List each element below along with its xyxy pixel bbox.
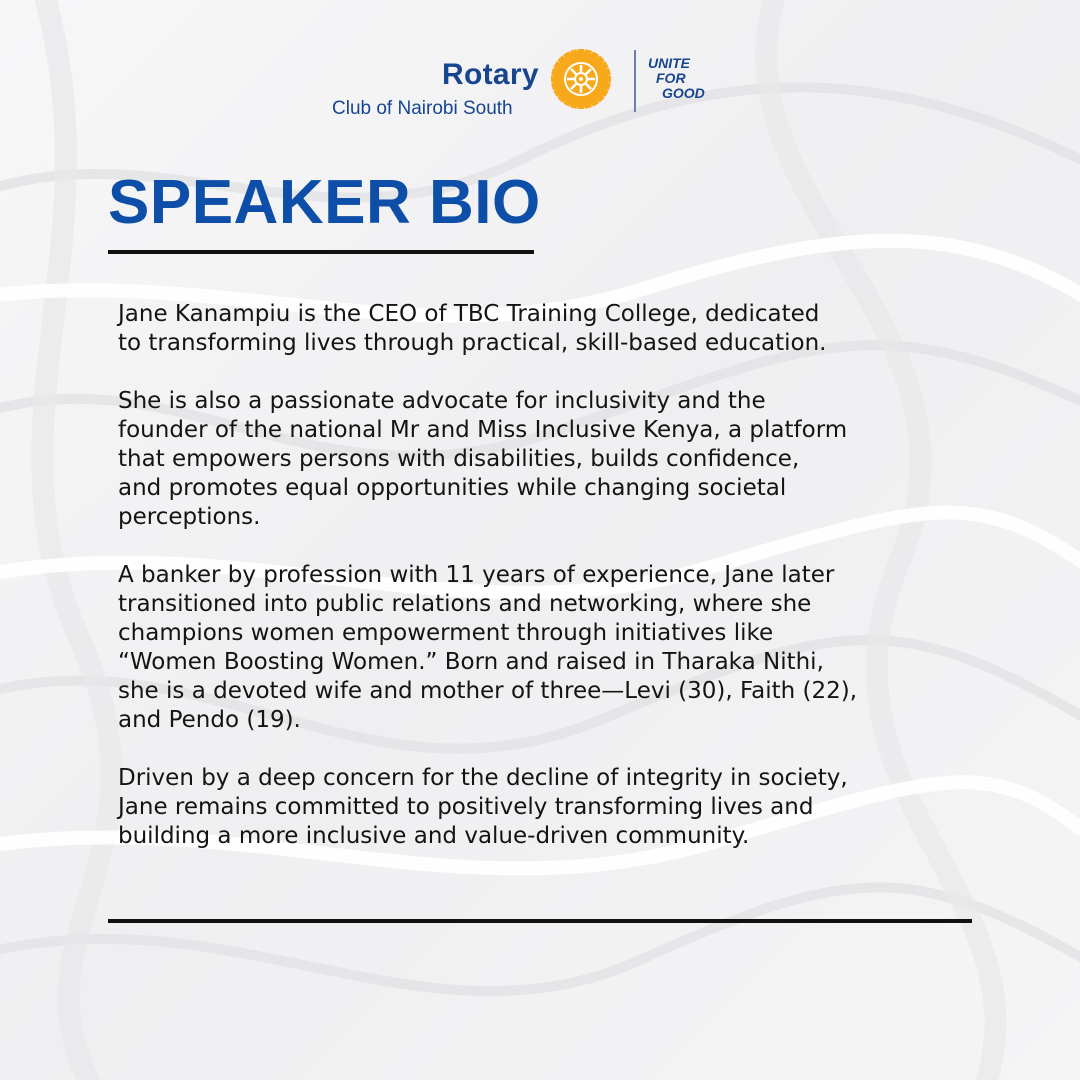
bio-paragraph xyxy=(118,387,998,532)
bio-line: “Women Boosting Women.” Born and raised in Tharaka Nithi, xyxy=(118,649,824,675)
unite-for-good-slogan xyxy=(648,56,705,101)
logo-divider xyxy=(634,50,636,112)
club-name: Club of Nairobi South xyxy=(332,98,513,119)
slogan-line: FOR xyxy=(656,70,686,86)
bio-line: and promotes equal opportunities while changing societal xyxy=(118,475,787,501)
bio-line: Driven by a deep concern for the decline of integrity in society, xyxy=(118,765,848,791)
bio-line: Jane remains committed to positively transforming lives and xyxy=(118,794,814,820)
rotary-wheel-icon xyxy=(550,48,612,110)
rotary-logo xyxy=(330,46,750,126)
bio-line: that empowers persons with disabilities, builds confidence, xyxy=(118,446,800,472)
bio-paragraph xyxy=(118,300,998,358)
bio-paragraph xyxy=(118,764,998,851)
page-title: SPEAKER BIO xyxy=(108,168,541,237)
bio-line: transitioned into public relations and networking, where she xyxy=(118,591,812,617)
bio-line: to transforming lives through practical, skill-based education. xyxy=(118,330,827,356)
bio-line: perceptions. xyxy=(118,504,261,530)
bio-paragraph xyxy=(118,561,998,735)
slogan-line: UNITE xyxy=(648,55,690,71)
speaker-bio xyxy=(118,300,998,880)
bio-line: and Pendo (19). xyxy=(118,707,301,733)
bio-line: building a more inclusive and value-driven community. xyxy=(118,823,750,849)
bio-line: she is a devoted wife and mother of three—Levi (30), Faith (22), xyxy=(118,678,858,704)
bio-line: founder of the national Mr and Miss Inclusive Kenya, a platform xyxy=(118,417,848,443)
rotary-wordmark: Rotary xyxy=(442,58,539,91)
heading-underline xyxy=(108,250,534,254)
bio-line: A banker by profession with 11 years of experience, Jane later xyxy=(118,562,835,588)
bio-line: Jane Kanampiu is the CEO of TBC Training College, dedicated xyxy=(118,301,820,327)
bottom-divider xyxy=(108,919,972,923)
bio-line: champions women empowerment through initiatives like xyxy=(118,620,774,646)
slogan-line: GOOD xyxy=(662,85,705,101)
bio-line: She is also a passionate advocate for inclusivity and the xyxy=(118,388,766,414)
